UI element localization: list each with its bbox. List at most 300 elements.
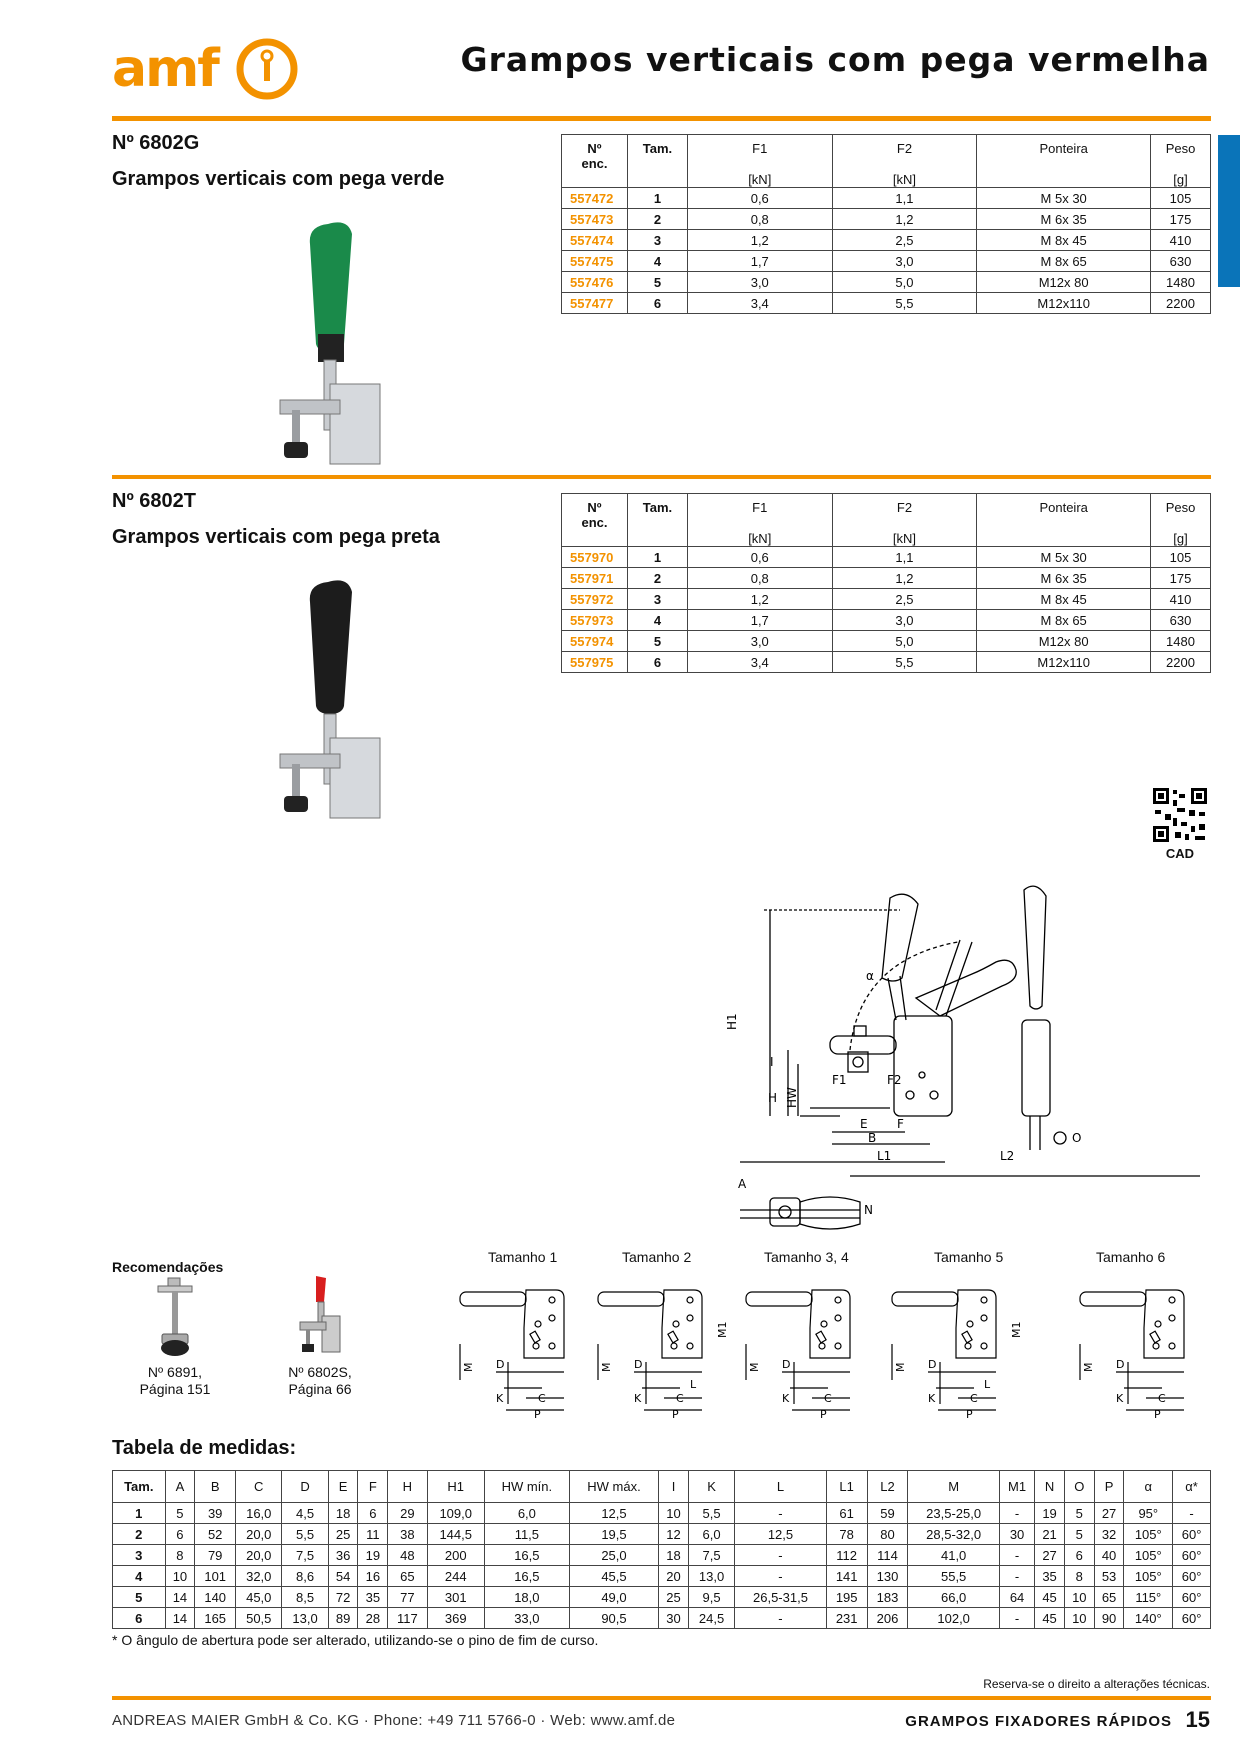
drawing-handle-up [882, 894, 918, 981]
cell-ponteira: M 6x 35 [977, 209, 1151, 230]
measures-cell: 6 [165, 1524, 195, 1545]
measures-cell: 90,5 [569, 1608, 658, 1629]
measures-cell: 61 [826, 1503, 867, 1524]
cell-f2: 5,0 [832, 272, 977, 293]
product-image-green-clamp [262, 214, 392, 470]
cell-code[interactable]: 557975 [562, 652, 628, 673]
measures-cell: 1 [113, 1503, 166, 1524]
measures-cell: 35 [358, 1587, 388, 1608]
cell-tam: 1 [627, 188, 687, 209]
measures-cell: 112 [826, 1545, 867, 1566]
cell-f2: 5,0 [832, 631, 977, 652]
product-row [562, 652, 1211, 673]
measures-row [113, 1608, 1211, 1629]
measures-footnote: * O ângulo de abertura pode ser alterado, utilizando-se o pino de fim de curso. [112, 1632, 599, 1648]
label-h1: H1 [725, 1013, 739, 1030]
footer-page-number: 15 [1185, 1707, 1210, 1732]
label-l1: L1 [877, 1149, 892, 1163]
cell-tam: 3 [627, 589, 687, 610]
amf-logo [112, 36, 302, 102]
cad-label: CAD [1165, 846, 1195, 861]
dim-k: K [634, 1392, 642, 1405]
label-alpha: α [866, 969, 874, 983]
measures-cell: - [999, 1545, 1034, 1566]
cell-tam: 2 [627, 568, 687, 589]
measures-cell: 8 [1064, 1566, 1094, 1587]
cell-peso: 2200 [1151, 293, 1211, 314]
label-o: O [1072, 1131, 1082, 1145]
measures-cell: 105° [1124, 1545, 1173, 1566]
dim-m1: M1 [716, 1321, 729, 1338]
measures-cell: 95° [1124, 1503, 1173, 1524]
size-drawing [456, 1284, 591, 1420]
measures-cell: 28,5-32,0 [908, 1524, 1000, 1545]
cell-f1: 0,6 [687, 188, 832, 209]
product-row [562, 547, 1211, 568]
dim-p: P [672, 1408, 679, 1421]
cell-ponteira: M12x 80 [977, 631, 1151, 652]
dim-c: C [1158, 1392, 1166, 1405]
measures-cell: 41,0 [908, 1545, 1000, 1566]
section1-subtitle: Grampos verticais com pega verde [112, 168, 445, 190]
measures-cell: 60° [1173, 1608, 1211, 1629]
cell-f1: 3,4 [687, 293, 832, 314]
cell-tam: 4 [627, 251, 687, 272]
dim-c: C [970, 1392, 978, 1405]
cell-code[interactable]: 557972 [562, 589, 628, 610]
cell-f1: 3,4 [687, 652, 832, 673]
label-b: B [868, 1131, 877, 1145]
measures-cell: - [735, 1566, 827, 1587]
cell-f1: 3,0 [687, 631, 832, 652]
measures-cell: 39 [195, 1503, 236, 1524]
cell-ponteira: M 8x 65 [977, 251, 1151, 272]
cell-f1: 0,8 [687, 568, 832, 589]
recommendation-6891-image[interactable] [150, 1278, 200, 1358]
measures-cell: 6 [1064, 1545, 1094, 1566]
cell-tam: 4 [627, 610, 687, 631]
measures-cell: 78 [826, 1524, 867, 1545]
label-hw: HW [785, 1087, 799, 1108]
measures-cell: 19 [358, 1545, 388, 1566]
cell-f1: 1,7 [687, 610, 832, 631]
cell-f1: 0,8 [687, 209, 832, 230]
measures-cell: 30 [659, 1608, 689, 1629]
measures-cell: 8 [165, 1545, 195, 1566]
measures-header-cell: P [1094, 1471, 1124, 1503]
cell-f2: 1,1 [832, 547, 977, 568]
measures-cell: 10 [1064, 1587, 1094, 1608]
measures-cell: 2 [113, 1524, 166, 1545]
cell-f2: 1,1 [832, 188, 977, 209]
measures-cell: 6,0 [688, 1524, 734, 1545]
cell-tam: 1 [627, 547, 687, 568]
measures-cell: 10 [165, 1566, 195, 1587]
measures-cell: 60° [1173, 1587, 1211, 1608]
measures-cell: 25 [328, 1524, 358, 1545]
product-table-black: Nº enc. Tam. F1 [kN] F2 [kN] Ponteira Peso [g] 557970 1 0,6 1,1 M 5x 30 105 557971 2 0,8 1,2 M 6x 35 175 557972 3 1,2 2,5 M 8x 45 410 557973 4 1,7 3,0 M 8x 65 630 557974 5 3,0 5,0 M12x 80 1480 557975 6 3,4 5,5 M12x110 2200 [561, 493, 1211, 673]
label-l2: L2 [1000, 1149, 1015, 1163]
measures-cell: 45 [1035, 1587, 1065, 1608]
measures-row [113, 1503, 1211, 1524]
dim-m: M [1082, 1362, 1095, 1372]
measures-cell: 29 [388, 1503, 427, 1524]
cell-ponteira: M 8x 45 [977, 589, 1151, 610]
dim-c: C [824, 1392, 832, 1405]
measures-cell: 45,0 [236, 1587, 282, 1608]
cell-code[interactable]: 557477 [562, 293, 628, 314]
dim-c: C [676, 1392, 684, 1405]
measures-cell: 20,0 [236, 1524, 282, 1545]
product-table-green: Nº enc. Tam. F1 [kN] F2 [kN] Ponteira Peso [g] 557472 1 0,6 1,1 M 5x 30 105 557473 2 0,8 1,2 M 6x 35 175 557474 3 1,2 2,5 M 8x 45 410 557475 4 1,7 3,0 M 8x 65 630 557476 5 3,0 5,0 M12x 80 1480 557477 6 3,4 5,5 M12x110 2200 [561, 134, 1211, 314]
measures-cell: 64 [999, 1587, 1034, 1608]
measures-cell: 6,0 [484, 1503, 569, 1524]
cell-code[interactable]: 557474 [562, 230, 628, 251]
measures-cell: 195 [826, 1587, 867, 1608]
measures-cell: 102,0 [908, 1608, 1000, 1629]
measures-cell: - [1173, 1503, 1211, 1524]
measures-header-cell: E [328, 1471, 358, 1503]
measures-cell: - [735, 1545, 827, 1566]
measures-row [113, 1566, 1211, 1587]
measures-cell: 6 [113, 1608, 166, 1629]
measures-cell: 49,0 [569, 1587, 658, 1608]
measures-cell: 11 [358, 1524, 388, 1545]
clamp-tip [284, 796, 308, 812]
measures-header-cell: Tam. [113, 1471, 166, 1503]
dim-m: M [600, 1362, 613, 1372]
cell-peso: 105 [1151, 188, 1211, 209]
measures-cell: 109,0 [427, 1503, 484, 1524]
measures-cell: 54 [328, 1566, 358, 1587]
size-label: Tamanho 3, 4 [764, 1249, 849, 1265]
measures-cell: 27 [1035, 1545, 1065, 1566]
technical-drawing [725, 880, 1180, 1225]
measures-cell: 6 [358, 1503, 388, 1524]
footer-section: GRAMPOS FIXADORES RÁPIDOS [905, 1713, 1172, 1730]
measures-header-cell: α [1124, 1471, 1173, 1503]
product-row [562, 293, 1211, 314]
size-label: Tamanho 5 [934, 1249, 1004, 1265]
product-row [562, 610, 1211, 631]
measures-cell: 89 [328, 1608, 358, 1629]
size-label: Tamanho 6 [1096, 1249, 1166, 1265]
measures-cell: 13,0 [688, 1566, 734, 1587]
cell-f2: 1,2 [832, 568, 977, 589]
recommendation-6802s-image[interactable] [296, 1276, 346, 1360]
measures-cell: 20 [659, 1566, 689, 1587]
cell-tam: 6 [627, 652, 687, 673]
cell-code[interactable]: 557475 [562, 251, 628, 272]
product-row [562, 568, 1211, 589]
measures-cell: 8,5 [282, 1587, 328, 1608]
measures-cell: - [735, 1608, 827, 1629]
measures-cell: 19 [1035, 1503, 1065, 1524]
size-drawing [594, 1284, 729, 1420]
measures-cell: 20,0 [236, 1545, 282, 1566]
measures-cell: 5 [113, 1587, 166, 1608]
dim-p: P [534, 1408, 541, 1421]
measures-cell: 32,0 [236, 1566, 282, 1587]
cell-ponteira: M 6x 35 [977, 568, 1151, 589]
cell-peso: 105 [1151, 547, 1211, 568]
measures-cell: 114 [867, 1545, 908, 1566]
footer-rule [112, 1696, 1211, 1700]
cell-ponteira: M 8x 65 [977, 610, 1151, 631]
measures-cell: 12,5 [569, 1503, 658, 1524]
cell-peso: 410 [1151, 589, 1211, 610]
measures-cell: 7,5 [688, 1545, 734, 1566]
cell-tam: 5 [627, 631, 687, 652]
product-row [562, 209, 1211, 230]
cell-code[interactable]: 557971 [562, 568, 628, 589]
label-f: F [897, 1117, 904, 1131]
measures-cell: 4 [113, 1566, 166, 1587]
recommendation-6891-caption: Nº 6891, Página 151 [139, 1364, 211, 1397]
cell-code[interactable]: 557974 [562, 631, 628, 652]
dim-l: L [984, 1378, 991, 1391]
measures-cell: 66,0 [908, 1587, 1000, 1608]
cell-peso: 630 [1151, 251, 1211, 272]
dim-l: L [690, 1378, 697, 1391]
measures-row [113, 1587, 1211, 1608]
measures-cell: 18 [328, 1503, 358, 1524]
measures-header-cell: I [659, 1471, 689, 1503]
measures-cell: 72 [328, 1587, 358, 1608]
measures-cell: 30 [999, 1524, 1034, 1545]
measures-cell: 27 [1094, 1503, 1124, 1524]
measures-cell: 105° [1124, 1524, 1173, 1545]
measures-cell: 12,5 [735, 1524, 827, 1545]
measures-cell: 32 [1094, 1524, 1124, 1545]
section2-subtitle: Grampos verticais com pega preta [112, 526, 440, 548]
cell-f2: 2,5 [832, 230, 977, 251]
cell-f1: 1,2 [687, 589, 832, 610]
dim-p: P [820, 1408, 827, 1421]
product-row [562, 631, 1211, 652]
cell-ponteira: M12x110 [977, 652, 1151, 673]
logo-key-stem [264, 61, 270, 81]
measures-cell: 165 [195, 1608, 236, 1629]
measures-cell: 5 [1064, 1503, 1094, 1524]
measures-cell: 16,5 [484, 1566, 569, 1587]
cell-ponteira: M12x 80 [977, 272, 1151, 293]
cell-code[interactable]: 557970 [562, 547, 628, 568]
measures-cell: 28 [358, 1608, 388, 1629]
measures-cell: 14 [165, 1608, 195, 1629]
cell-ponteira: M 5x 30 [977, 547, 1151, 568]
measures-cell: - [999, 1566, 1034, 1587]
cell-f2: 1,2 [832, 209, 977, 230]
measures-cell: 11,5 [484, 1524, 569, 1545]
measures-cell: 60° [1173, 1524, 1211, 1545]
measures-cell: 55,5 [908, 1566, 1000, 1587]
cell-code[interactable]: 557473 [562, 209, 628, 230]
measures-title: Tabela de medidas: [112, 1437, 297, 1459]
measures-cell: 77 [388, 1587, 427, 1608]
size-drawing [1076, 1284, 1211, 1420]
cell-tam: 2 [627, 209, 687, 230]
measures-header-cell: HW mín. [484, 1471, 569, 1503]
cell-code[interactable]: 557476 [562, 272, 628, 293]
cell-peso: 175 [1151, 209, 1211, 230]
clamp-handle [310, 222, 352, 352]
cell-tam: 3 [627, 230, 687, 251]
cell-peso: 2200 [1151, 652, 1211, 673]
product-row [562, 589, 1211, 610]
clamp-tip [284, 442, 308, 458]
product-image-black-clamp [262, 574, 392, 830]
measures-cell: 38 [388, 1524, 427, 1545]
measures-cell: 36 [328, 1545, 358, 1566]
section2-number: Nº 6802T [112, 490, 197, 512]
section-rule [112, 475, 1211, 479]
dim-d: D [782, 1358, 791, 1371]
measures-cell: 231 [826, 1608, 867, 1629]
label-n: N [864, 1203, 873, 1217]
measures-cell: 79 [195, 1545, 236, 1566]
measures-cell: 60° [1173, 1545, 1211, 1566]
measures-cell: 105° [1124, 1566, 1173, 1587]
measures-cell: 3 [113, 1545, 166, 1566]
dim-d: D [1116, 1358, 1125, 1371]
measures-cell: 23,5-25,0 [908, 1503, 1000, 1524]
measures-cell: 5 [1064, 1524, 1094, 1545]
header-rule [112, 116, 1211, 121]
dim-d: D [496, 1358, 505, 1371]
measures-cell: 369 [427, 1608, 484, 1629]
table1-body [562, 188, 1211, 314]
cell-f2: 3,0 [832, 610, 977, 631]
measures-cell: 183 [867, 1587, 908, 1608]
cell-peso: 630 [1151, 610, 1211, 631]
measures-header-cell: K [688, 1471, 734, 1503]
measures-cell: 4,5 [282, 1503, 328, 1524]
clamp-bar [280, 754, 340, 768]
measures-cell: 10 [659, 1503, 689, 1524]
measures-cell: 33,0 [484, 1608, 569, 1629]
drawing-side-handle [1024, 886, 1046, 1009]
clamp-base [330, 738, 380, 818]
measures-header-cell: C [236, 1471, 282, 1503]
measures-cell: 9,5 [688, 1587, 734, 1608]
measures-cell: 16,0 [236, 1503, 282, 1524]
measures-header-cell: HW máx. [569, 1471, 658, 1503]
measures-cell: 8,6 [282, 1566, 328, 1587]
dim-p: P [966, 1408, 973, 1421]
measures-cell: 141 [826, 1566, 867, 1587]
label-a: A [738, 1177, 747, 1191]
section1-number: Nº 6802G [112, 132, 200, 154]
measures-cell: 21 [1035, 1524, 1065, 1545]
measures-header-cell: D [282, 1471, 328, 1503]
measures-cell: 35 [1035, 1566, 1065, 1587]
size-drawing [888, 1284, 1023, 1420]
measures-cell: 52 [195, 1524, 236, 1545]
product-row [562, 230, 1211, 251]
measures-header-cell: M [908, 1471, 1000, 1503]
table2-body [562, 547, 1211, 673]
measures-cell: 65 [1094, 1587, 1124, 1608]
label-h: H [768, 1091, 778, 1105]
measures-table [112, 1470, 1211, 1629]
measures-cell: 12 [659, 1524, 689, 1545]
measures-cell: 117 [388, 1608, 427, 1629]
clamp-spindle [292, 410, 300, 444]
measures-cell: 5,5 [688, 1503, 734, 1524]
label-i: I [770, 1055, 774, 1069]
measures-cell: 24,5 [688, 1608, 734, 1629]
measures-cell: 50,5 [236, 1608, 282, 1629]
measures-header-cell: L1 [826, 1471, 867, 1503]
measures-cell: 115° [1124, 1587, 1173, 1608]
label-f1: F1 [832, 1073, 847, 1087]
measures-cell: 7,5 [282, 1545, 328, 1566]
measures-cell: 144,5 [427, 1524, 484, 1545]
measures-header-cell: A [165, 1471, 195, 1503]
section-tab [1218, 135, 1240, 287]
label-e: E [860, 1117, 868, 1131]
cell-f2: 5,5 [832, 293, 977, 314]
measures-header-cell: O [1064, 1471, 1094, 1503]
measures-cell: 130 [867, 1566, 908, 1587]
dim-m1: M1 [1010, 1321, 1023, 1338]
measures-header-cell: F [358, 1471, 388, 1503]
clamp-bar [280, 400, 340, 414]
measures-header-cell: H1 [427, 1471, 484, 1503]
measures-cell: - [999, 1608, 1034, 1629]
measures-cell: 301 [427, 1587, 484, 1608]
measures-header-cell: N [1035, 1471, 1065, 1503]
measures-row [113, 1524, 1211, 1545]
footer-notice: Reserva-se o direito a alterações técnicas. [983, 1677, 1210, 1691]
measures-cell: 16 [358, 1566, 388, 1587]
dim-k: K [782, 1392, 790, 1405]
measures-cell: 13,0 [282, 1608, 328, 1629]
cell-code[interactable]: 557472 [562, 188, 628, 209]
cell-f1: 3,0 [687, 272, 832, 293]
measures-cell: - [999, 1503, 1034, 1524]
cad-qr-code-icon[interactable] [1151, 786, 1209, 844]
measures-header-cell: H [388, 1471, 427, 1503]
cell-code[interactable]: 557973 [562, 610, 628, 631]
dim-d: D [634, 1358, 643, 1371]
cell-f1: 0,6 [687, 547, 832, 568]
measures-cell: 25,0 [569, 1545, 658, 1566]
size-drawing [742, 1284, 877, 1420]
recommendation-6802s-caption: Nº 6802S, Página 66 [288, 1364, 352, 1397]
cell-ponteira: M12x110 [977, 293, 1151, 314]
dim-d: D [928, 1358, 937, 1371]
dim-m: M [748, 1362, 761, 1372]
measures-cell: 244 [427, 1566, 484, 1587]
clamp-base [330, 384, 380, 464]
dim-k: K [1116, 1392, 1124, 1405]
cell-tam: 6 [627, 293, 687, 314]
measures-cell: 16,5 [484, 1545, 569, 1566]
drawing-bottom-view [770, 1198, 800, 1226]
measures-cell: 25 [659, 1587, 689, 1608]
measures-cell: 53 [1094, 1566, 1124, 1587]
cell-peso: 1480 [1151, 631, 1211, 652]
cell-f2: 3,0 [832, 251, 977, 272]
cell-f2: 2,5 [832, 589, 977, 610]
cell-ponteira: M 5x 30 [977, 188, 1151, 209]
measures-header-cell: L2 [867, 1471, 908, 1503]
measures-cell: 5,5 [282, 1524, 328, 1545]
label-f2: F2 [887, 1073, 902, 1087]
drawing-clamp-arm [830, 1036, 896, 1054]
